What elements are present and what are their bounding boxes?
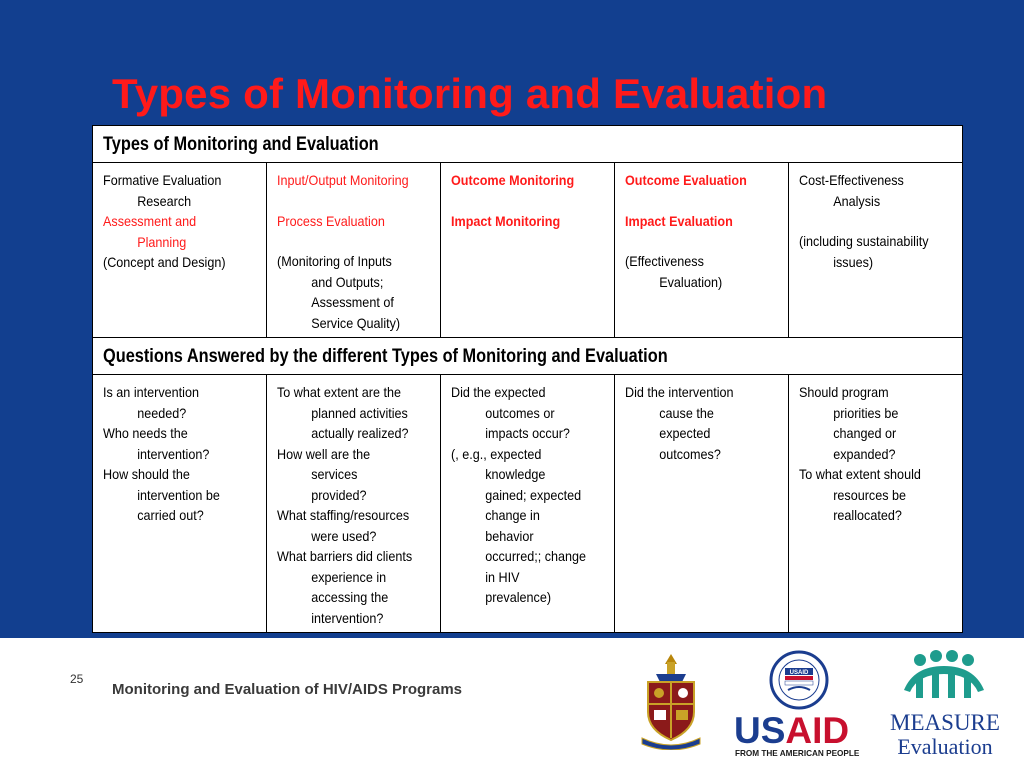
types-cell-process bbox=[267, 163, 441, 338]
cell-line: actually realized? bbox=[311, 425, 409, 441]
cell-line: (Monitoring of Inputs bbox=[277, 253, 392, 269]
cell-line: Process Evaluation bbox=[277, 212, 385, 229]
cell-line: Input/Output Monitoring bbox=[277, 172, 409, 188]
cell-line: reallocated? bbox=[833, 507, 902, 523]
cell-line: Formative Evaluation bbox=[103, 172, 222, 188]
cell-line: Research bbox=[137, 192, 192, 209]
cell-line: services bbox=[311, 466, 358, 482]
cell-line: intervention be bbox=[137, 486, 220, 503]
footer-text: Monitoring and Evaluation of HIV/AIDS Programs bbox=[112, 681, 463, 698]
university-crest-logo bbox=[640, 652, 702, 750]
slide-footer bbox=[0, 638, 1024, 768]
cell-line: carried out? bbox=[137, 507, 204, 523]
cell-line: provided? bbox=[311, 486, 367, 503]
usaid-wordmark: USAID bbox=[734, 710, 850, 751]
cell-line: cause the bbox=[659, 404, 714, 421]
usaid-seal-text: USAID bbox=[789, 670, 809, 676]
cell-line: change in bbox=[485, 507, 540, 523]
section-header-questions-text: Questions Answered by the different Types of Monitoring and Evaluation bbox=[103, 346, 668, 367]
cell-line: outcomes or bbox=[485, 404, 555, 421]
cell-line: in HIV bbox=[485, 568, 520, 585]
types-cell-outcome-monitoring bbox=[441, 163, 615, 338]
cell-line: Service Quality) bbox=[311, 314, 401, 331]
types-cell-formative bbox=[93, 163, 267, 338]
cell-line: impacts occur? bbox=[485, 425, 570, 441]
cell-line: (including sustainability bbox=[799, 233, 929, 249]
cell-line: priorities be bbox=[833, 404, 899, 421]
cell-line: outcomes? bbox=[659, 445, 721, 462]
cell-line: (, e.g., expected bbox=[451, 445, 542, 462]
section-header-row bbox=[93, 338, 963, 375]
types-cell-outcome-evaluation bbox=[615, 163, 789, 338]
table-row-questions bbox=[93, 375, 963, 633]
cell-line: expanded? bbox=[833, 445, 896, 462]
cell-gap bbox=[625, 191, 783, 211]
cell-line: Did the expected bbox=[451, 384, 546, 400]
cell-line: Evaluation) bbox=[659, 273, 723, 290]
cell-line: Assessment and bbox=[103, 213, 197, 229]
page-number: 25 bbox=[70, 672, 84, 686]
cell-line: Analysis bbox=[833, 192, 881, 209]
cell-line: Is an intervention bbox=[103, 384, 199, 400]
section-header-types-text: Types of Monitoring and Evaluation bbox=[103, 134, 379, 155]
questions-cell-outcome-monitoring bbox=[441, 375, 615, 633]
cell-line: (Effectiveness bbox=[625, 253, 704, 269]
cell-line: expected bbox=[659, 425, 711, 441]
cell-line: Cost-Effectiveness bbox=[799, 172, 904, 188]
measure-evaluation-logo bbox=[886, 650, 1004, 760]
measure-wordmark: MEASURE bbox=[890, 710, 1000, 735]
cell-line: accessing the bbox=[311, 589, 389, 605]
cell-line: Outcome Evaluation bbox=[625, 172, 747, 188]
slide-title: Types of Monitoring and Evaluation bbox=[112, 70, 828, 117]
cell-line: changed or bbox=[833, 425, 897, 441]
cell-gap bbox=[799, 211, 957, 231]
cell-line: intervention? bbox=[311, 609, 384, 626]
cell-line: To what extent are the bbox=[277, 384, 401, 400]
section-header-row bbox=[93, 126, 963, 163]
cell-line: and Outputs; bbox=[311, 273, 384, 290]
cell-line: resources be bbox=[833, 486, 907, 503]
questions-cell-process bbox=[267, 375, 441, 633]
usaid-tagline: FROM THE AMERICAN PEOPLE bbox=[735, 749, 860, 758]
cell-line: Did the intervention bbox=[625, 384, 734, 400]
cell-line: Impact Evaluation bbox=[625, 212, 733, 229]
cell-gap bbox=[451, 191, 609, 211]
cell-line: What barriers did clients bbox=[277, 548, 413, 564]
cell-line: behavior bbox=[485, 527, 534, 544]
cell-line: To what extent should bbox=[799, 466, 921, 482]
cell-line: What staffing/resources bbox=[277, 507, 410, 523]
cell-line: experience in bbox=[311, 568, 387, 585]
cell-line: Impact Monitoring bbox=[451, 212, 561, 229]
questions-cell-outcome-evaluation bbox=[615, 375, 789, 633]
section-header-questions bbox=[93, 338, 963, 375]
cell-line: gained; expected bbox=[485, 486, 582, 503]
cell-gap bbox=[625, 231, 783, 251]
cell-line: Assessment of bbox=[311, 294, 394, 310]
monitoring-evaluation-table bbox=[92, 125, 963, 633]
cell-line: Who needs the bbox=[103, 425, 188, 441]
table-row-types bbox=[93, 163, 963, 338]
cell-line: were used? bbox=[311, 527, 377, 544]
cell-line: Planning bbox=[137, 233, 187, 250]
evaluation-wordmark: Evaluation bbox=[897, 734, 993, 759]
questions-cell-cost-effectiveness bbox=[789, 375, 963, 633]
cell-line: How well are the bbox=[277, 445, 371, 462]
section-header-types bbox=[93, 126, 963, 163]
cell-line: issues) bbox=[833, 253, 874, 270]
cell-line: intervention? bbox=[137, 445, 210, 462]
questions-cell-formative bbox=[93, 375, 267, 633]
cell-line: needed? bbox=[137, 404, 187, 421]
cell-line: occurred;; change bbox=[485, 548, 587, 564]
cell-line: Outcome Monitoring bbox=[451, 172, 575, 188]
cell-line: Should program bbox=[799, 384, 889, 400]
cell-line: (Concept and Design) bbox=[103, 254, 226, 270]
cell-line: How should the bbox=[103, 466, 190, 482]
types-cell-cost-effectiveness bbox=[789, 163, 963, 338]
usaid-logo bbox=[732, 650, 866, 760]
cell-gap bbox=[277, 191, 435, 211]
cell-line: knowledge bbox=[485, 466, 546, 482]
cell-gap bbox=[277, 231, 435, 251]
cell-line: prevalence) bbox=[485, 589, 552, 605]
cell-line: planned activities bbox=[311, 404, 408, 421]
